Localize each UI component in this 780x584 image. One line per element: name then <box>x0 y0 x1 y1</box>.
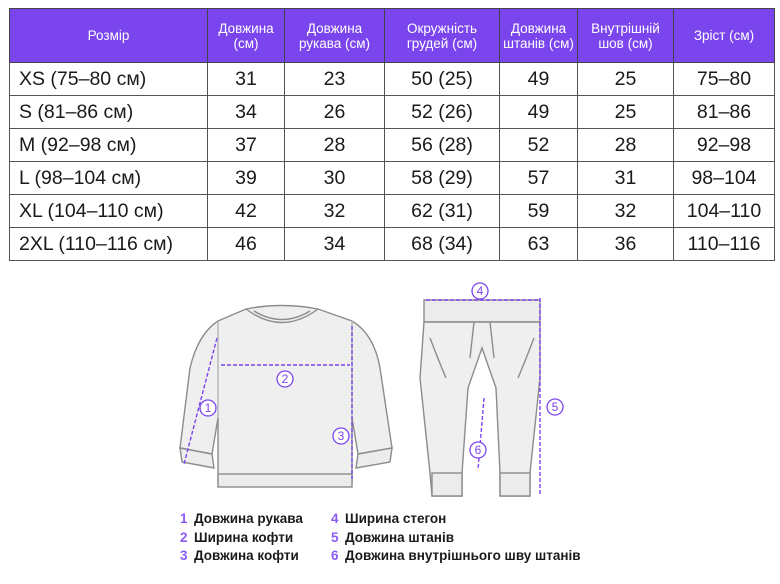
table-cell: 49 <box>500 63 578 96</box>
header-chest: Окружність грудей (см) <box>385 9 500 63</box>
table-cell: 37 <box>208 129 285 162</box>
legend-number: 4 <box>331 511 339 526</box>
table-cell: 52 <box>500 129 578 162</box>
table-row <box>10 195 775 228</box>
header-length: Довжина (см) <box>208 9 285 63</box>
svg-text:5: 5 <box>551 400 559 414</box>
header-inseam: Внутрішній шов (см) <box>578 9 674 63</box>
legend-label: Довжина кофти <box>194 548 299 563</box>
legend-left <box>180 510 303 566</box>
table-cell: 28 <box>578 129 674 162</box>
table-cell: 36 <box>578 228 674 261</box>
legend-item <box>331 529 581 548</box>
table-cell: M (92–98 см) <box>10 129 208 162</box>
legend-item <box>180 529 303 548</box>
marker-6-icon <box>470 442 486 458</box>
table-cell: 57 <box>500 162 578 195</box>
table-cell: 68 (34) <box>385 228 500 261</box>
table-cell: 25 <box>578 63 674 96</box>
table-cell: 23 <box>285 63 385 96</box>
marker-5-icon <box>547 399 563 415</box>
table-cell: XS (75–80 см) <box>10 63 208 96</box>
header-pants-length: Довжина штанів (см) <box>500 9 578 63</box>
table-cell: XL (104–110 см) <box>10 195 208 228</box>
table-cell: 30 <box>285 162 385 195</box>
table-row <box>10 228 775 261</box>
size-table <box>9 8 775 261</box>
svg-text:2: 2 <box>281 372 289 386</box>
table-cell: 50 (25) <box>385 63 500 96</box>
table-cell: 28 <box>285 129 385 162</box>
table-cell: 2XL (110–116 см) <box>10 228 208 261</box>
measurement-diagram <box>0 278 780 500</box>
table-row <box>10 129 775 162</box>
marker-2-icon <box>277 371 293 387</box>
table-cell: 92–98 <box>674 129 775 162</box>
table-header-row <box>10 9 775 63</box>
table-cell: 31 <box>578 162 674 195</box>
legend-label: Довжина штанів <box>345 529 455 545</box>
legend-number: 1 <box>180 511 188 526</box>
legend-right <box>331 510 581 566</box>
sweatshirt-illustration <box>180 306 392 488</box>
table-cell: 34 <box>285 228 385 261</box>
legend-number: 2 <box>180 529 188 545</box>
header-sleeve-length: Довжина рукава (см) <box>285 9 385 63</box>
table-cell: 81–86 <box>674 96 775 129</box>
table-row <box>10 96 775 129</box>
legend-item <box>180 547 303 566</box>
table-row <box>10 162 775 195</box>
table-cell: 56 (28) <box>385 129 500 162</box>
table-cell: L (98–104 см) <box>10 162 208 195</box>
header-height: Зріст (см) <box>674 9 775 63</box>
table-cell: 39 <box>208 162 285 195</box>
table-cell: 32 <box>285 195 385 228</box>
table-cell: 62 (31) <box>385 195 500 228</box>
legend-label: Ширина кофти <box>194 529 294 545</box>
legend-item <box>331 510 581 529</box>
table-cell: 46 <box>208 228 285 261</box>
marker-3-icon <box>333 428 349 444</box>
svg-text:4: 4 <box>476 284 484 298</box>
table-cell: 31 <box>208 63 285 96</box>
table-cell: 98–104 <box>674 162 775 195</box>
svg-text:1: 1 <box>204 401 212 415</box>
table-cell: 42 <box>208 195 285 228</box>
legend-number: 6 <box>331 548 339 563</box>
legend-label: Довжина внутрішнього шву штанів <box>345 548 581 563</box>
table-cell: 59 <box>500 195 578 228</box>
table-cell: 32 <box>578 195 674 228</box>
header-size: Розмір <box>10 9 208 63</box>
legend-number: 3 <box>180 548 188 563</box>
table-cell: 26 <box>285 96 385 129</box>
legend-item <box>180 510 303 529</box>
svg-text:6: 6 <box>474 443 482 457</box>
legend-label: Ширина стегон <box>345 511 447 526</box>
table-cell: 63 <box>500 228 578 261</box>
legend-label: Довжина рукава <box>194 511 303 526</box>
table-cell: S (81–86 см) <box>10 96 208 129</box>
pants-illustration <box>420 300 540 496</box>
marker-1-icon <box>200 400 216 416</box>
table-cell: 34 <box>208 96 285 129</box>
table-cell: 110–116 <box>674 228 775 261</box>
marker-4-icon <box>472 283 488 299</box>
table-cell: 25 <box>578 96 674 129</box>
legend-number: 5 <box>331 529 339 545</box>
svg-text:3: 3 <box>337 429 345 443</box>
table-cell: 49 <box>500 96 578 129</box>
table-cell: 75–80 <box>674 63 775 96</box>
legend-item <box>331 547 581 566</box>
table-cell: 104–110 <box>674 195 775 228</box>
table-cell: 58 (29) <box>385 162 500 195</box>
table-row <box>10 63 775 96</box>
table-cell: 52 (26) <box>385 96 500 129</box>
